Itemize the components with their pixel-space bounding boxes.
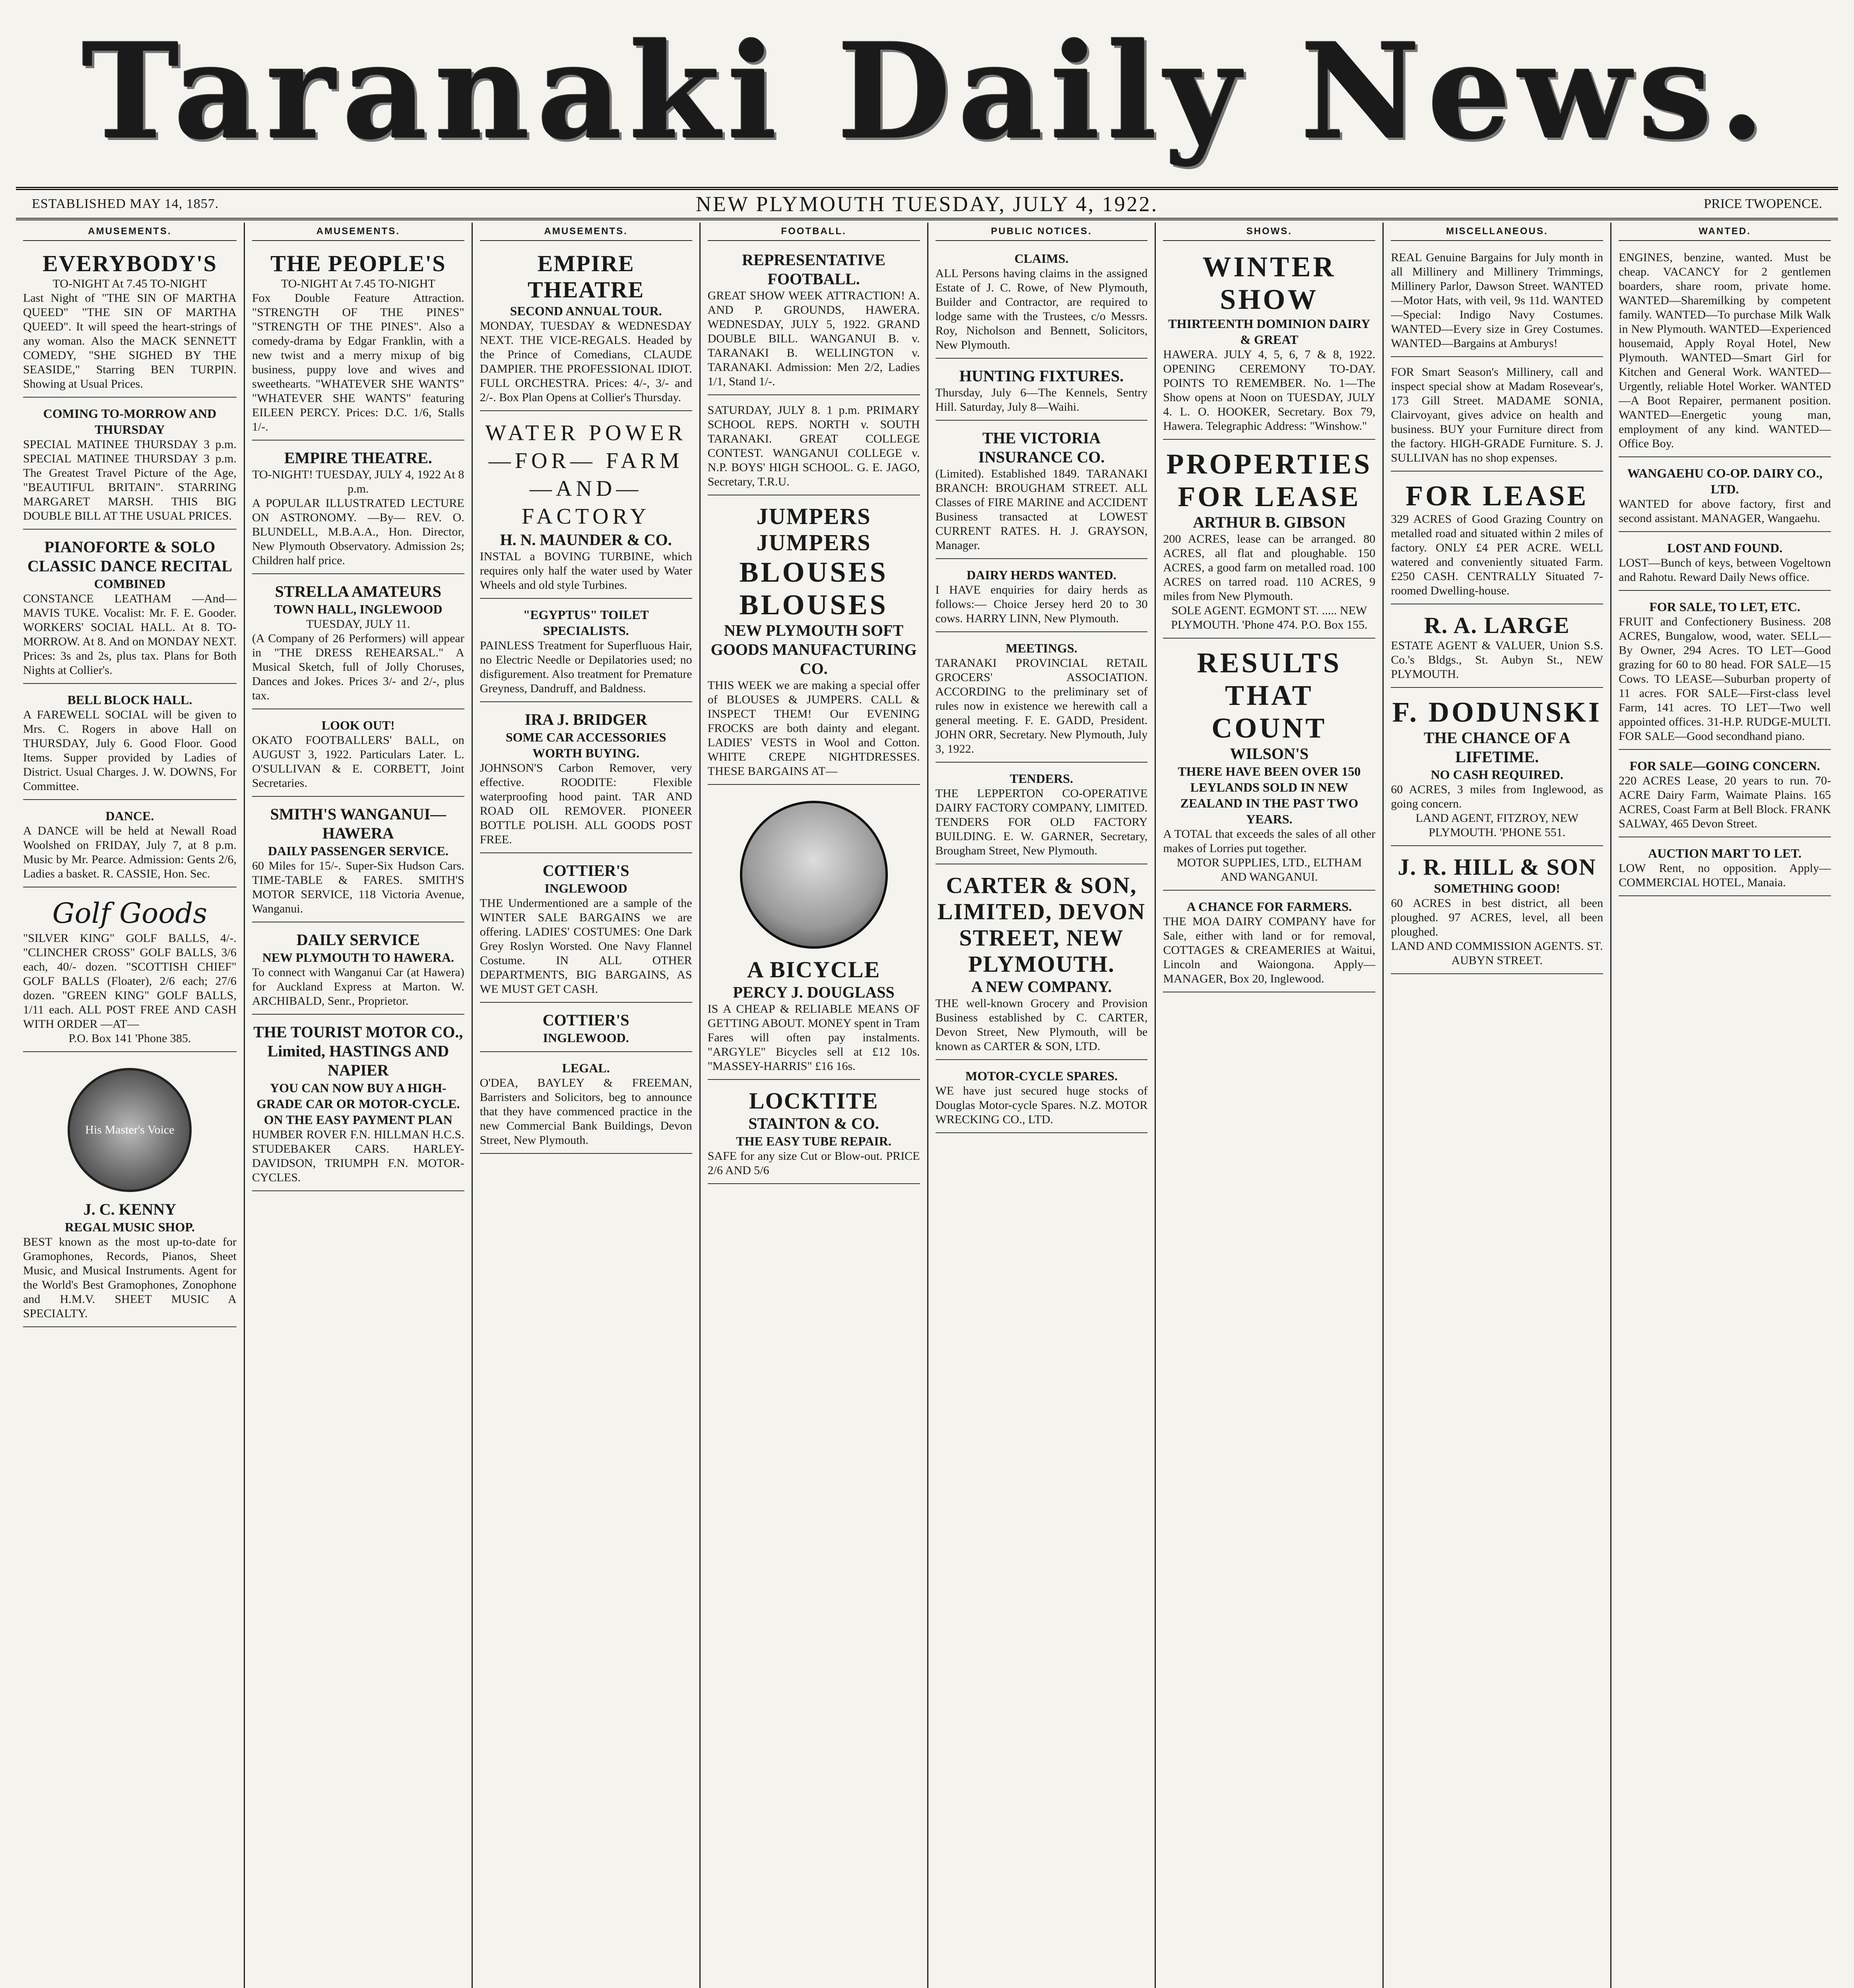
ad-h2: EMPIRE THEATRE. bbox=[284, 449, 432, 467]
ad-h2: NEW PLYMOUTH SOFT GOODS MANUFACTURING CO. bbox=[711, 621, 917, 678]
ad-body: OKATO FOOTBALLERS' BALL, on AUGUST 3, 1922. Particulars Later. L. O'SULLIVAN & E. CORBETT, Joint Secretaries. bbox=[252, 734, 464, 790]
ad-sub: TO-NIGHT At 7.45 TO-NIGHT bbox=[281, 277, 435, 290]
ad-h3: COMING TO-MORROW AND THURSDAY bbox=[43, 406, 217, 437]
advertisement bbox=[23, 1056, 237, 1327]
column-heading: FOOTBALL. bbox=[708, 223, 920, 241]
ad-h2: THE CHANCE OF A LIFETIME. bbox=[1423, 729, 1571, 766]
ad-body: 329 ACRES of Good Grazing Country on metalled road and situated within 2 miles of factory. ONLY £4 PER ACRE. WELL watered and conveniently situated Farm. £250 CASH. CENTRALLY Situated 7-roomed Dwelling-house. bbox=[1391, 513, 1604, 597]
advertisement bbox=[708, 499, 920, 785]
ad-h3: SOMETHING GOOD! bbox=[1434, 881, 1560, 895]
issue-price: PRICE TWOPENCE. bbox=[1704, 196, 1822, 211]
ad-body: THE well-known Grocery and Provision Business established by C. CARTER, Devon Street, New Plymouth, will be known as CARTER & SON, LTD. bbox=[935, 997, 1148, 1053]
ad-h3: DAIRY HERDS WANTED. bbox=[967, 568, 1116, 582]
ad-h3: INGLEWOOD. bbox=[543, 1031, 629, 1045]
ad-h2: STAINTON & CO. bbox=[748, 1114, 879, 1132]
column-heading: AMUSEMENTS. bbox=[252, 223, 464, 241]
ad-h2: HUNTING FIXTURES. bbox=[959, 367, 1124, 385]
ad-h3: SOME CAR ACCESSORIES WORTH BUYING. bbox=[505, 730, 666, 760]
ad-h2: H. N. MAUNDER & CO. bbox=[500, 531, 672, 549]
ad-h3: THERE HAVE BEEN OVER 150 LEYLANDS SOLD IN NEW ZEALAND IN THE PAST TWO YEARS. bbox=[1178, 764, 1361, 826]
ad-body: BEST known as the most up-to-date for Gramophones, Records, Pianos, Sheet Music, and Musical Instruments. Agent for the World's Best Gramophones, Zonophone and H.M.V. SHEET MUSIC A SPECIALTY. bbox=[23, 1235, 237, 1320]
ad-h1: R. A. LARGE bbox=[1424, 612, 1570, 638]
ad-big: PROPERTIES FOR LEASE bbox=[1166, 448, 1373, 513]
advertisement bbox=[708, 1084, 920, 1184]
ad-h1: JUMPERS JUMPERS bbox=[756, 503, 871, 555]
advertisement bbox=[1163, 643, 1375, 891]
ad-h3: INGLEWOOD bbox=[544, 881, 627, 895]
ad-h2: WILSON'S bbox=[1230, 745, 1309, 763]
ad-h3: COMBINED bbox=[94, 577, 166, 591]
column-2 bbox=[244, 223, 472, 1988]
ad-body: MONDAY, TUESDAY & WEDNESDAY NEXT. THE VICE-REGALS. Headed by the Prince of Comedians, CLAUDE DAMPIER. THE PROFESSIONAL IDIOT. FULL ORCHESTRA. Prices: 4/-, 3/- and 2/-. Box Plan Opens at Collier's Thursday. bbox=[480, 319, 692, 404]
ad-body: HAWERA. JULY 4, 5, 6, 7 & 8, 1922. OPENING CEREMONY TO-DAY. POINTS TO REMEMBER. No. 1—The Show opens at Noon on TUESDAY, JULY 4. L. O. HOOKER, Secretary. Box 79, Hawera. Telegraphic Address: "Winshow." bbox=[1163, 348, 1376, 433]
advertisement bbox=[1163, 247, 1375, 440]
advertisement bbox=[480, 247, 692, 411]
advertisement bbox=[252, 713, 464, 797]
advertisement bbox=[1619, 841, 1831, 896]
advertisement bbox=[708, 399, 920, 495]
ad-body: FOR Smart Season's Millinery, call and inspect special show at Madam Rosevear's, 173 Gill Street. MADAME SONIA, Clairvoyant, gives advice on health and business. BUY your Furniture direct from the factory. HIGH-GRADE Furniture. S. J. SULLIVAN has no shop expenses. bbox=[1391, 365, 1604, 464]
advertisement bbox=[1163, 444, 1375, 639]
advertisement bbox=[23, 247, 237, 398]
advertisement bbox=[23, 534, 237, 684]
ad-h2: A NEW COMPANY. bbox=[971, 978, 1112, 996]
column-heading: SHOWS. bbox=[1163, 223, 1375, 241]
ad-sub: TO-NIGHT At 7.45 TO-NIGHT bbox=[52, 277, 207, 290]
ad-h2: ARTHUR B. GIBSON bbox=[1193, 513, 1346, 531]
advertisement bbox=[708, 789, 920, 1080]
ad-h1: CARTER & SON, LIMITED, DEVON STREET, NEW PLYMOUTH. bbox=[937, 872, 1145, 977]
ad-h1: EVERYBODY'S bbox=[42, 250, 217, 276]
ad-h3: A CHANCE FOR FARMERS. bbox=[1186, 899, 1352, 914]
advertisement bbox=[708, 247, 920, 395]
ad-body: (A Company of 26 Performers) will appear in "THE DRESS REHEARSAL." A Musical Sketch, full of Jolly Choruses, Dances and Jokes. Prices 3/- and 2/-, plus tax. bbox=[252, 632, 464, 702]
ad-body: (Limited). Established 1849. TARANAKI BRANCH: BROUGHAM STREET. ALL Classes of FIRE MARINE and ACCIDENT Business transacted at LOWEST CURRENT RATES. H. J. GRAYSON, Manager. bbox=[935, 467, 1148, 552]
advertisement bbox=[252, 1019, 464, 1191]
advertisement bbox=[936, 636, 1148, 763]
column-8 bbox=[1610, 223, 1838, 1988]
ad-body: TARANAKI PROVINCIAL RETAIL GROCERS' ASSOCIATION. ACCORDING to the preliminary set of rules now in existence we herewith call a general meeting. F. E. GADD, President. JOHN ORR, Secretary. New Plymouth, July 3, 1922. bbox=[935, 656, 1148, 755]
advertisement bbox=[252, 445, 464, 574]
advertisement bbox=[1619, 247, 1831, 457]
ad-h3: DANCE. bbox=[105, 809, 154, 823]
ad-body: THIS WEEK we are making a special offer of BLOUSES & JUMPERS. CALL & INSPECT THEM! Our EVENING FROCKS are both dainty and elegant. LADIES' VESTS in Wool and Cotton. WHITE CREPE NIGHTDRESSES. THESE BARGAINS AT— bbox=[707, 679, 920, 778]
ad-body: A DANCE will be held at Newall Road Woolshed on FRIDAY, July 7, at 8 p.m. Music by Mr. Pearce. Admission: Gents 2/6, Ladies a basket. R. CASSIE, Hon. Sec. bbox=[23, 824, 237, 880]
ad-h3: LOOK OUT! bbox=[321, 718, 395, 732]
advertisement bbox=[23, 402, 237, 530]
ad-h2: SMITH'S WANGANUI—HAWERA bbox=[270, 805, 447, 842]
ad-body: Last Night of "THE SIN OF MARTHA QUEED" "THE SIN OF MARTHA QUEED". It will speed the heart-strings of any woman. Also the MACK SENNETT COMEDY, "SHE SIGHED BY THE SEASIDE," Starring BEN TURPIN. Showing at Usual Prices. bbox=[23, 291, 237, 390]
ad-body: LOW Rent, no opposition. Apply— COMMERCIAL HOTEL, Manaia. bbox=[1619, 862, 1831, 889]
ad-body: CONSTANCE LEATHAM —And— MAVIS TUKE. Vocalist: Mr. F. E. Gooder. WORKERS' SOCIAL HALL. At 8. TO-MORROW. At 8. And on MONDAY NEXT. Prices: 3s and 2s, plus tax. Plans for Both Nights at Collier's. bbox=[23, 592, 237, 677]
advertisement bbox=[23, 804, 237, 887]
column-3 bbox=[472, 223, 699, 1988]
advertisement bbox=[1619, 595, 1831, 750]
column-heading: MISCELLANEOUS. bbox=[1391, 223, 1603, 241]
advertisement bbox=[252, 801, 464, 922]
ad-footer: MOTOR SUPPLIES, LTD., ELTHAM AND WANGANUI. bbox=[1176, 856, 1362, 883]
column-6 bbox=[1155, 223, 1382, 1988]
ad-h2: COTTIER'S bbox=[542, 862, 629, 879]
ad-h2: THE TOURIST MOTOR CO., Limited, HASTINGS AND NAPIER bbox=[253, 1023, 463, 1079]
ad-big: F. DODUNSKI bbox=[1392, 696, 1602, 728]
issue-date: NEW PLYMOUTH TUESDAY, JULY 4, 1922. bbox=[695, 192, 1159, 216]
ad-h3: MEETINGS. bbox=[1006, 641, 1077, 655]
advertisement bbox=[1163, 895, 1375, 992]
ad-h3: CLAIMS. bbox=[1014, 251, 1069, 266]
ad-big: RESULTS THAT COUNT bbox=[1197, 647, 1342, 744]
ad-body: ESTATE AGENT & VALUER, Union S.S. Co.'s Bldgs., St. Aubyn St., NEW PLYMOUTH. bbox=[1391, 639, 1604, 681]
ad-h3: REGAL MUSIC SHOP. bbox=[64, 1220, 195, 1234]
ad-h3: LEGAL. bbox=[562, 1061, 610, 1075]
advertisement bbox=[480, 857, 692, 1003]
ad-body: ENGINES, benzine, wanted. Must be cheap. VACANCY for 2 gentlemen boarders, share room, private home. WANTED—Sharemilking by competent family. WANTED—To purchase Milk Walk in New Plymouth. WANTED—Experienced housemaid, Apply Royal Hotel, New Plymouth. WANTED—Smart Girl for Kitchen and General Work. WANTED—Urgently, reliable Hotel Worker. WANTED—A Boot Repairer, permanent position. WANTED—Energetic young man, employment of any kind. WANTED—Office Boy. bbox=[1619, 251, 1831, 450]
smiling-face-illustration bbox=[740, 801, 888, 949]
ad-h3: MOTOR-CYCLE SPARES. bbox=[965, 1069, 1118, 1083]
ad-body: 60 ACRES, 3 miles from Inglewood, as going concern. bbox=[1391, 783, 1604, 810]
ad-body: ALL Persons having claims in the assigned Estate of J. C. Rowe, of New Plymouth, Builder and Contractor, are required to lodge same with the Trustees, c/o Messrs. Roy, Nicholson and Bennett, Solicitors, New Plymouth. bbox=[935, 267, 1148, 351]
advertisement bbox=[1391, 247, 1603, 357]
column-7 bbox=[1382, 223, 1610, 1988]
advertisement bbox=[1619, 536, 1831, 591]
advertisement bbox=[480, 1007, 692, 1052]
advertisement bbox=[936, 247, 1148, 359]
advertisement bbox=[1391, 850, 1603, 974]
ad-h2: IRA J. BRIDGER bbox=[524, 711, 647, 728]
ad-body: I HAVE enquiries for dairy herds as follows:— Choice Jersey herd 20 to 30 cows. HARRY LINN, New Plymouth. bbox=[935, 583, 1148, 625]
ad-body: WANTED for above factory, first and second assistant. MANAGER, Wangaehu. bbox=[1619, 497, 1831, 525]
ad-h2: PERCY J. DOUGLASS bbox=[733, 983, 895, 1001]
ad-h1: J. R. HILL & SON bbox=[1398, 854, 1596, 880]
ad-body: "SILVER KING" GOLF BALLS, 4/-. "CLINCHER CROSS" GOLF BALLS, 3/6 each, 40/- dozen. "SCOTTISH CHIEF" GOLF BALLS (Floater), 2/6 each; 27/6 dozen. "GREEN KING" GOLF BALLS, 1/11 each. ALL POST FREE AND CASH WITH ORDER —AT— bbox=[23, 932, 237, 1031]
advertisement bbox=[23, 891, 237, 1052]
advertisement bbox=[936, 767, 1148, 864]
newspaper-title: Taranaki Daily News. bbox=[82, 14, 1772, 169]
advertisement bbox=[480, 706, 692, 853]
ad-sub: TUESDAY, JULY 11. bbox=[306, 617, 410, 631]
ad-h2: THE VICTORIA INSURANCE CO. bbox=[978, 429, 1105, 466]
ad-body: 220 ACRES Lease, 20 years to run. 70-ACRE Dairy Farm, Waimate Plains. 165 ACRES, Coast Farm at Bell Block. FRANK SALWAY, 465 Devon Street. bbox=[1619, 774, 1831, 830]
ad-body: SPECIAL MATINEE THURSDAY 3 p.m. SPECIAL MATINEE THURSDAY 3 p.m. The Greatest Travel Picture of the Age, "BEAUTIFUL BRITAIN". STARRING MARGARET MARSH. THIS BIG DOUBLE BILL AT THE USUAL PRICES. bbox=[23, 438, 237, 522]
ad-h3: YOU CAN NOW BUY A HIGH-GRADE CAR OR MOTOR-CYCLE. ON THE EASY PAYMENT PLAN bbox=[256, 1081, 460, 1127]
ad-h3: LOST AND FOUND. bbox=[1667, 541, 1783, 555]
ad-body: 60 ACRES in best district, all been ploughed. 97 ACRES, level, all been ploughed. bbox=[1391, 897, 1604, 938]
ad-h3: THE EASY TUBE REPAIR. bbox=[736, 1134, 891, 1148]
ad-big: BLOUSES BLOUSES bbox=[739, 556, 888, 621]
advertisement bbox=[936, 563, 1148, 632]
ad-h2: COTTIER'S bbox=[542, 1011, 629, 1029]
ad-script: Golf Goods bbox=[52, 897, 208, 930]
ad-body: INSTAL a BOVING TURBINE, which requires only half the water used by Water Wheels and old style Turbines. bbox=[480, 550, 692, 592]
ad-body: THE Undermentioned are a sample of the WINTER SALE BARGAINS we are offering. LADIES' COSTUMES: One Dark Grey Roslyn Worsted. One Navy Flannel Costume. IN ALL OTHER DEPARTMENTS, BIG BARGAINS, AS WE MUST GET CASH. bbox=[480, 897, 692, 996]
advertisement bbox=[1391, 361, 1603, 472]
advertisement bbox=[480, 603, 692, 702]
ad-footer: LAND AGENT, FITZROY, NEW PLYMOUTH. 'PHONE 551. bbox=[1415, 812, 1579, 839]
ad-h3: THIRTEENTH DOMINION DAIRY & GREAT bbox=[1168, 316, 1371, 347]
ad-body: A FAREWELL SOCIAL will be given to Mrs. C. Rogers in above Hall on THURSDAY, July 6. Good Floor. Good Items. Supper provided by Ladies of District. Usual Charges. J. W. DOWNS, For Committee. bbox=[23, 708, 237, 793]
ad-h2: STRELLA AMATEURS bbox=[275, 582, 441, 600]
advertisement bbox=[23, 688, 237, 800]
ad-footer: LAND AND COMMISSION AGENTS. ST. AUBYN STREET. bbox=[1391, 940, 1603, 967]
ad-body: LOST—Bunch of keys, between Vogeltown and Rahotu. Reward Daily News office. bbox=[1619, 556, 1831, 584]
advertisement bbox=[1391, 692, 1603, 846]
ad-h2: DAILY SERVICE bbox=[296, 931, 420, 949]
ad-big: WINTER SHOW bbox=[1202, 251, 1336, 315]
column-4 bbox=[699, 223, 927, 1988]
ad-h3: TENDERS. bbox=[1010, 771, 1074, 786]
advertisement bbox=[480, 1056, 692, 1154]
ad-body: To connect with Wanganui Car (at Hawera) for Auckland Express at Marton. W. ARCHIBALD, Senr., Proprietor. bbox=[252, 966, 464, 1008]
ad-h2: REPRESENTATIVE FOOTBALL. bbox=[742, 251, 885, 288]
ad-body: IS A CHEAP & RELIABLE MEANS OF GETTING ABOUT. MONEY spent in Tram Fares will often pay instalments. "ARGYLE" Bicycles sell at £12 10s. "MASSEY-HARRIS" £16 16s. bbox=[707, 1002, 920, 1073]
ad-h3: AUCTION MART TO LET. bbox=[1648, 846, 1802, 860]
advertisement bbox=[1619, 754, 1831, 837]
his-masters-voice-logo: His Master's Voice bbox=[68, 1068, 192, 1192]
ad-h1: THE PEOPLE'S bbox=[270, 250, 446, 276]
ad-big: FOR LEASE bbox=[1406, 480, 1589, 512]
ad-h1: EMPIRE THEATRE bbox=[528, 250, 645, 303]
advertisement bbox=[936, 868, 1148, 1060]
ad-h1: LOCKTITE bbox=[749, 1088, 879, 1114]
ad-body: HUMBER ROVER F.N. HILLMAN H.C.S. STUDEBAKER CARS. HARLEY-DAVIDSON, TRIUMPH F.N. MOTOR-CYCLES. bbox=[252, 1128, 464, 1184]
column-heading: AMUSEMENTS. bbox=[480, 223, 692, 241]
advertisement bbox=[1391, 476, 1603, 604]
ad-body: JOHNSON'S Carbon Remover, very effective. ROODITE: Flexible waterproofing hood paint. TAR AND ROAD OIL REMOVER. PIONEER BOTTLE POLISH. ALL GOODS POST FREE. bbox=[480, 761, 692, 846]
ad-body: Thursday, July 6—The Kennels, Sentry Hill. Saturday, July 8—Waihi. bbox=[935, 386, 1148, 414]
ad-body: SATURDAY, JULY 8. 1 p.m. PRIMARY SCHOOL REPS. NORTH v. SOUTH TARANAKI. GREAT COLLEGE CONTEST. WANGANUI COLLEGE v. N.P. BOYS' HIGH SCHOOL. G. E. JAGO, Secretary, T.R.U. bbox=[707, 404, 920, 488]
ad-body: GREAT SHOW WEEK ATTRACTION! A. AND P. GROUNDS, HAWERA. WEDNESDAY, JULY 5, 1922. GRAND DOUBLE BILL. WANGANUI B. v. TARANAKI B. WELLINGTON v. TARANAKI. Admission: Men 2/2, Ladies 1/1, Stand 1/-. bbox=[707, 289, 920, 388]
ad-h3: "EGYPTUS" TOILET SPECIALISTS. bbox=[523, 608, 649, 638]
ad-h3: FOR SALE, TO LET, ETC. bbox=[1649, 600, 1800, 614]
ad-body: THE LEPPERTON CO-OPERATIVE DAIRY FACTORY COMPANY, LIMITED. TENDERS FOR OLD FACTORY BUILDING. E. W. GARNER, Secretary, Brougham Street, New Plymouth. bbox=[935, 787, 1148, 857]
ad-body: A TOTAL that exceeds the sales of all other makes of Lorries put together. bbox=[1163, 827, 1376, 855]
column-1 bbox=[16, 223, 244, 1988]
masthead bbox=[0, 0, 1854, 187]
ad-footer: P.O. Box 141 'Phone 385. bbox=[68, 1032, 191, 1045]
ad-body: SAFE for any size Cut or Blow-out. PRICE 2/6 AND 5/6 bbox=[707, 1149, 920, 1177]
ad-footer: SOLE AGENT. EGMONT ST. ..... NEW PLYMOUTH. 'Phone 474. P.O. Box 155. bbox=[1171, 604, 1368, 631]
column-5 bbox=[927, 223, 1155, 1988]
ad-h3: FOR SALE—GOING CONCERN. bbox=[1629, 759, 1820, 773]
ad-h3: DAILY PASSENGER SERVICE. bbox=[268, 844, 448, 858]
column-heading: AMUSEMENTS. bbox=[23, 223, 237, 241]
column-heading: WANTED. bbox=[1619, 223, 1831, 241]
dateline-bar bbox=[16, 187, 1838, 220]
ad-body: A POPULAR ILLUSTRATED LECTURE ON ASTRONOMY. —By— REV. O. BLUNDELL, M.B.A.A., Hon. Director, New Plymouth Observatory. Admission 2s; Children half price. bbox=[252, 497, 464, 567]
advertisement bbox=[936, 1064, 1148, 1133]
ad-h1: A BICYCLE bbox=[747, 957, 881, 982]
ad-huge: WATER POWER —FOR— FARM —AND— FACTORY bbox=[485, 421, 687, 529]
ad-h3: NO CASH REQUIRED. bbox=[1431, 767, 1563, 782]
advertisement bbox=[252, 247, 464, 441]
ad-body: PAINLESS Treatment for Superfluous Hair, no Electric Needle or Depilatories used; no disfigurement. Also treatment for Premature Greyness, Dandruff, and Baldness. bbox=[480, 639, 692, 695]
ad-body: WE have just secured huge stocks of Douglas Motor-cycle Spares. N.Z. MOTOR WRECKING CO., LTD. bbox=[935, 1084, 1148, 1126]
ad-body: THE MOA DAIRY COMPANY have for Sale, either with land or for removal, COTTAGES & CREAMERIES at Waitui, Lincoln and Waiongona. Apply— MANAGER, Box 20, Inglewood. bbox=[1163, 915, 1376, 985]
established-date: ESTABLISHED MAY 14, 1857. bbox=[32, 196, 219, 211]
ad-body: REAL Genuine Bargains for July month in all Millinery and Millinery Trimmings, Millinery Parlor, Dawson Street. WANTED—Motor Hats, with veil, 9s 11d. WANTED—Special: Indigo Navy Costumes. WANTED—Every size in Grey Costumes. WANTED—Bargains at Amburys! bbox=[1391, 251, 1604, 350]
newspaper-columns bbox=[16, 223, 1838, 1988]
ad-h2: J. C. KENNY bbox=[83, 1200, 177, 1218]
advertisement bbox=[1391, 608, 1603, 688]
advertisement bbox=[480, 415, 692, 599]
ad-body: 60 Miles for 15/-. Super-Six Hudson Cars. TIME-TABLE & FARES. SMITH'S MOTOR SERVICE, 118 Victoria Avenue, Wanganui. bbox=[252, 859, 464, 915]
ad-h3: TOWN HALL, INGLEWOOD bbox=[274, 602, 443, 616]
column-heading: PUBLIC NOTICES. bbox=[936, 223, 1148, 241]
advertisement bbox=[936, 425, 1148, 559]
ad-body: FRUIT and Confectionery Business. 208 ACRES, Bungalow, wood, water. SELL—By Owner, 294 Acres. TO LET—Good grazing for 60 to 80 head. FOR SALE—15 Cows. TO LEASE—Suburban property of 11 acres. FOR SALE—First-class level Farm, 141 acres. TO LET—Two well appointed offices. 31-H.P. RUDGE-MULTI. FOR SALE—Good secondhand piano. bbox=[1619, 615, 1831, 743]
advertisement bbox=[252, 926, 464, 1015]
advertisement bbox=[1619, 461, 1831, 532]
ad-sub: TO-NIGHT! TUESDAY, JULY 4, 1922 At 8 p.m. bbox=[252, 468, 464, 495]
ad-body: Fox Double Feature Attraction. "STRENGTH OF THE PINES" "STRENGTH OF THE PINES". Also a comedy-drama by Edgar Franklin, with a new twist and a merry mixup of big business, puppy love and wives and sweethearts. "WHATEVER SHE WANTS" "WHATEVER SHE WANTS" featuring EILEEN PERCY. Prices: D.C. 1/6, Stalls 1/-. bbox=[252, 291, 464, 433]
ad-body: O'DEA, BAYLEY & FREEMAN, Barristers and Solicitors, beg to announce that they have commenced practice in the new Commercial Bank Buildings, Devon Street, New Plymouth. bbox=[480, 1076, 692, 1147]
ad-h3: NEW PLYMOUTH TO HAWERA. bbox=[262, 950, 454, 965]
ad-h2: PIANOFORTE & SOLO CLASSIC DANCE RECITAL bbox=[27, 538, 232, 575]
ad-h3: BELL BLOCK HALL. bbox=[67, 693, 192, 707]
ad-body: 200 ACRES, lease can be arranged. 80 ACRES, all flat and ploughable. 150 ACRES, a good farm on metalled road. 100 ACRES on tarred road. 110 ACRES, 9 miles from New Plymouth. bbox=[1163, 532, 1376, 603]
advertisement bbox=[936, 363, 1148, 421]
ad-h3: SECOND ANNUAL TOUR. bbox=[510, 304, 662, 318]
advertisement bbox=[252, 578, 464, 709]
ad-h3: WANGAEHU CO-OP. DAIRY CO., LTD. bbox=[1627, 466, 1823, 496]
